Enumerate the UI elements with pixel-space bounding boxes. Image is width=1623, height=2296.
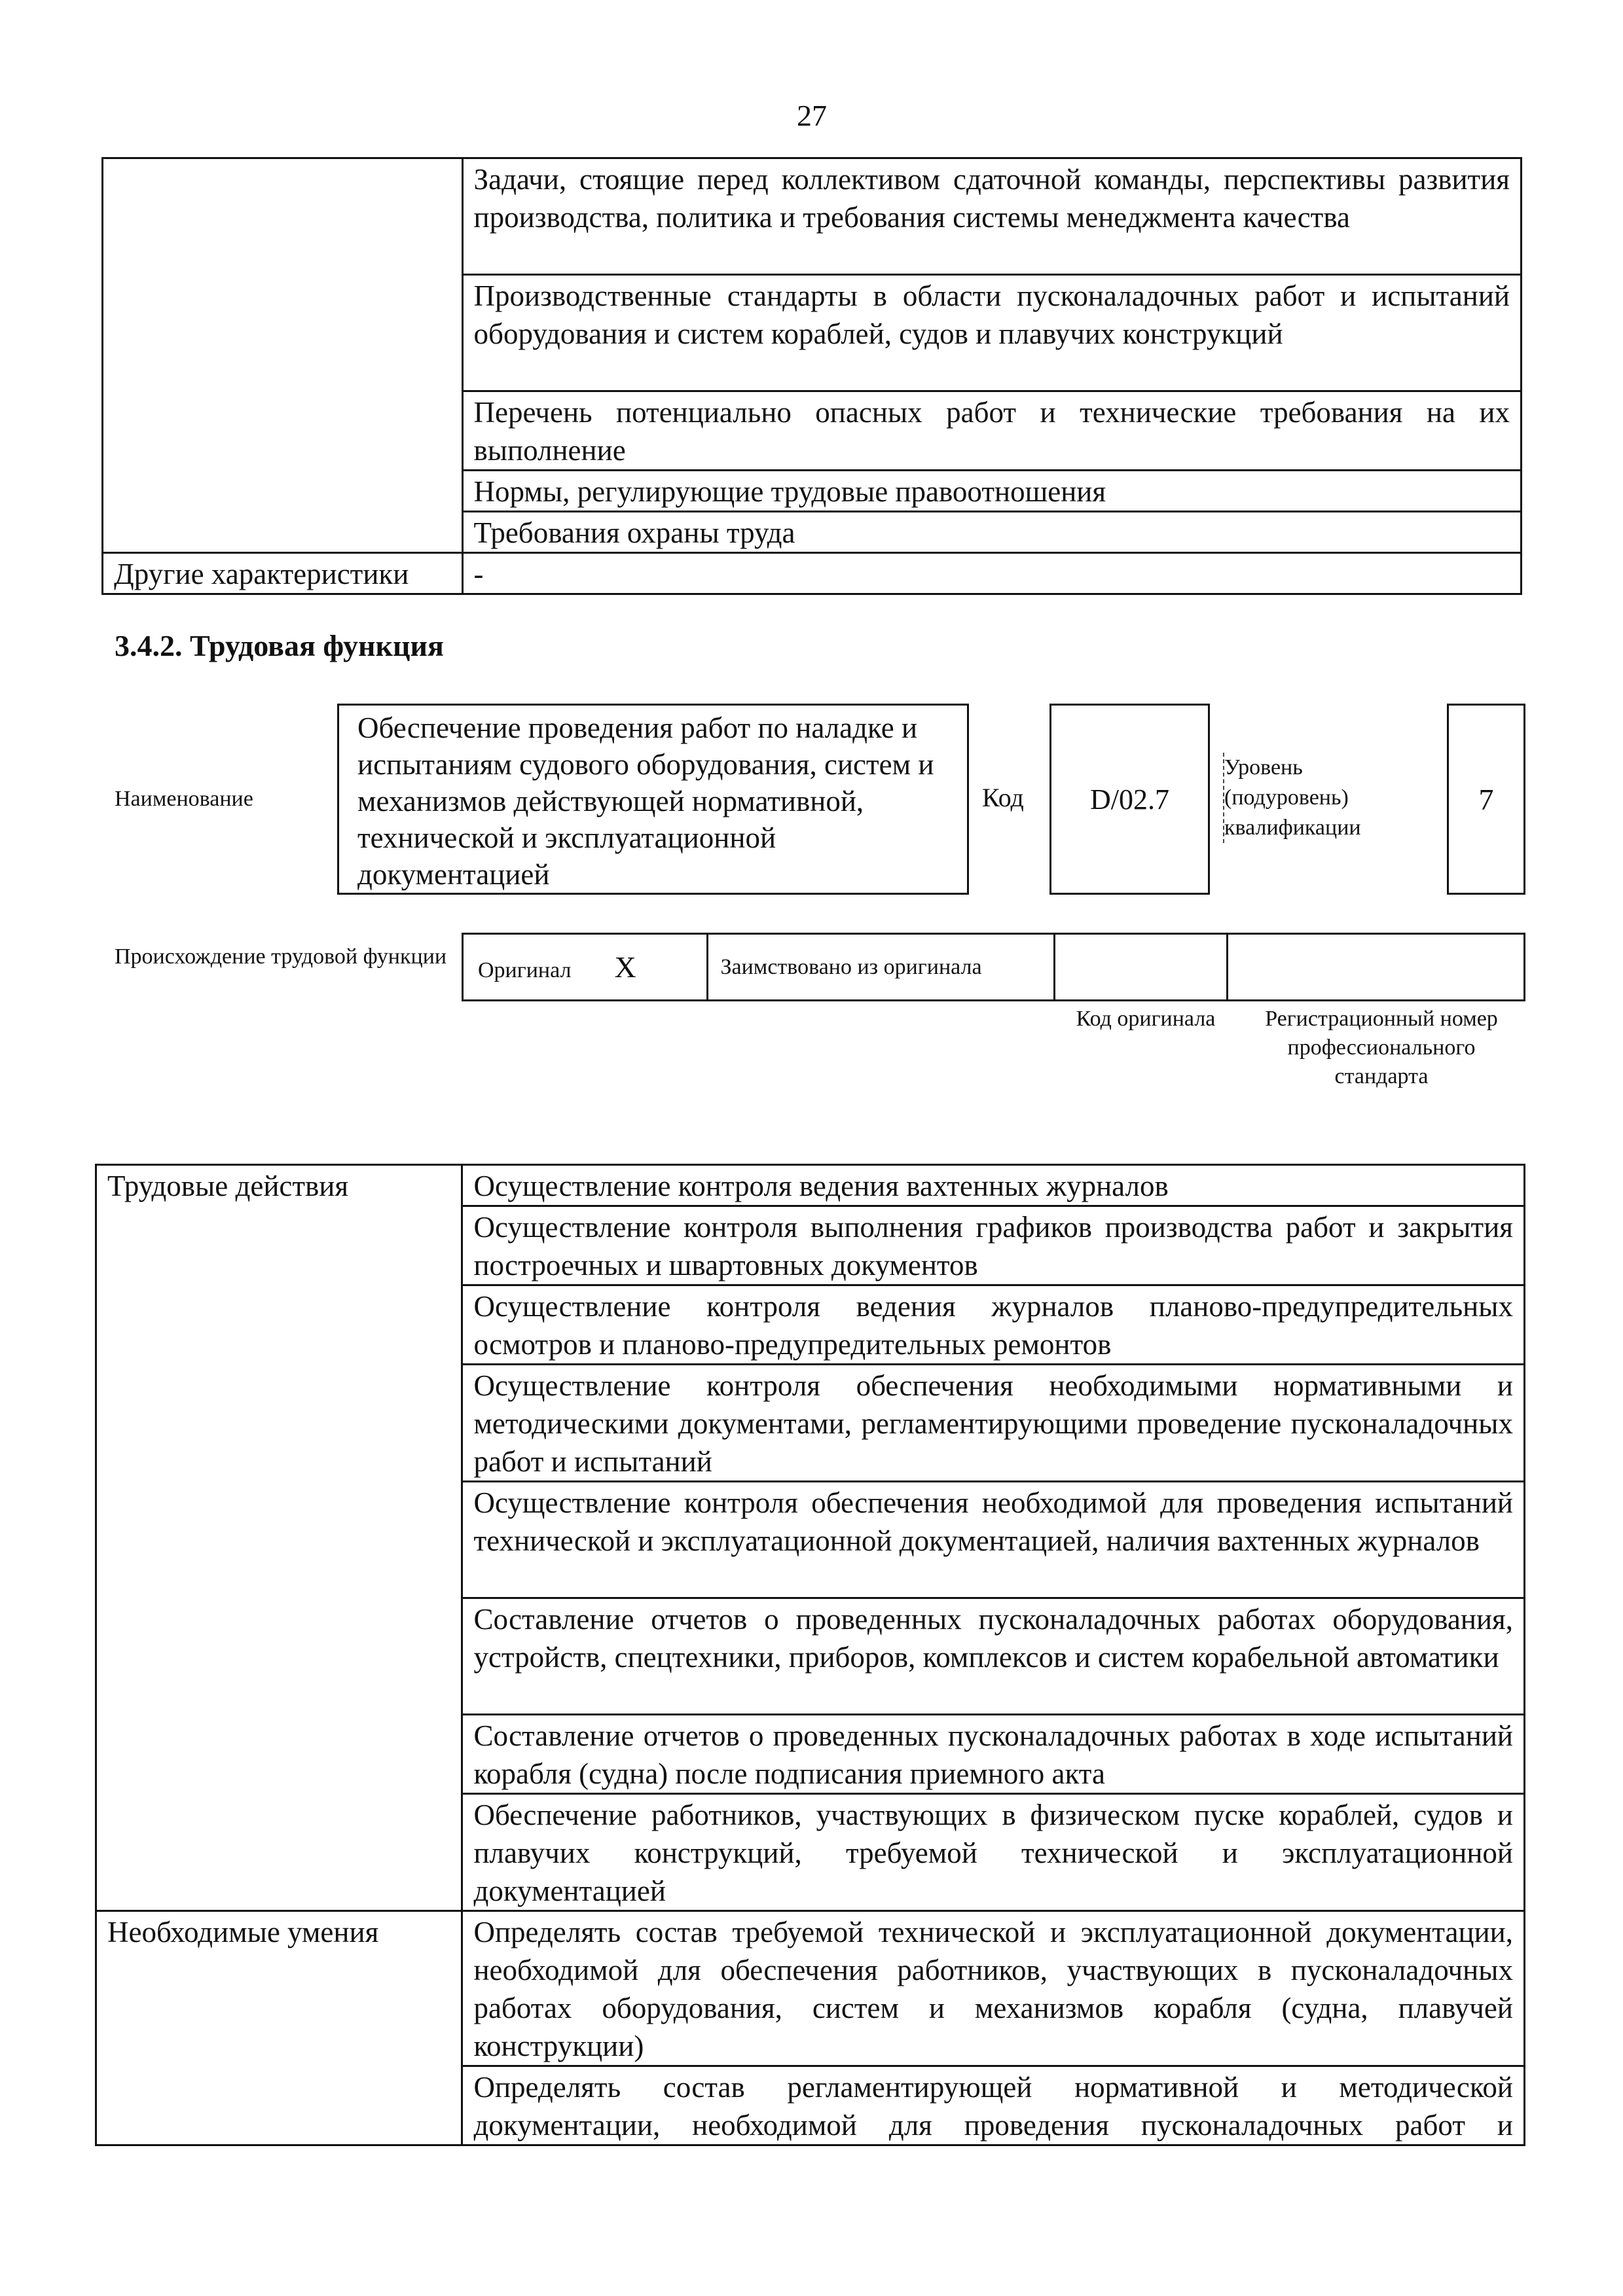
- action-row: Обеспечение работников, участвующих в физическом пуске кораблей, судов и плавучих конструкций, требуемой технической и эксплуатационной документацией: [462, 1794, 1525, 1911]
- top-table-row: Требования охраны труда: [462, 512, 1521, 553]
- code-value-box: [1049, 704, 1210, 895]
- page-number: 27: [797, 99, 827, 132]
- level-value-box: [1447, 704, 1525, 895]
- top-table: [101, 157, 1522, 595]
- section-heading: 3.4.2. Трудовая функция: [115, 629, 444, 662]
- other-characteristics-value: -: [462, 553, 1521, 594]
- top-table-row: Нормы, регулирующие трудовые правоотношения: [462, 471, 1521, 512]
- origin-original-label: Оригинал: [478, 958, 572, 982]
- name-value: Обеспечение проведения работ по наладке и испытаниям судового оборудования, систем и механизмов действующей нормативной, технической и эксплуатационной документацией: [357, 711, 934, 891]
- level-value: 7: [1478, 782, 1494, 816]
- actions-label: Трудовые действия: [96, 1165, 462, 1911]
- top-table-empty-label: [103, 158, 463, 553]
- skills-label: Необходимые умения: [96, 1911, 462, 2145]
- origin-table: [462, 933, 1525, 1001]
- top-table-row: Задачи, стоящие перед коллективом сдаточной команды, перспективы развития производства, политика и требования системы менеджмента качества: [462, 158, 1521, 275]
- action-row: Осуществление контроля ведения вахтенных журналов: [462, 1165, 1525, 1206]
- origin-code-cell: [1054, 934, 1227, 1001]
- skill-row: Определять состав требуемой технической и эксплуатационной документации, необходимой для обеспечения работников, участвующих в пусконаладочных работах оборудования, систем и механизмов корабля (судна, плавучей конструкции): [462, 1911, 1525, 2066]
- origin-borrowed-label: Заимствовано из оригинала: [708, 934, 1054, 1001]
- origin-code-caption: Код оригинала: [1076, 1007, 1216, 1031]
- name-label: Наименование: [115, 787, 253, 811]
- origin-reg-cell: [1228, 934, 1525, 1001]
- name-value-box: [337, 704, 969, 895]
- skill-row: Определять состав регламентирующей нормативной и методической документации, необходимой для проведения пусконаладочных работ и: [462, 2066, 1525, 2145]
- action-row: Осуществление контроля обеспечения необходимой для проведения испытаний технической и эксплуатационной документацией, наличия вахтенных журналов: [462, 1482, 1525, 1598]
- action-row: Составление отчетов о проведенных пусконаладочных работах в ходе испытаний корабля (судна) после подписания приемного акта: [462, 1715, 1525, 1794]
- action-row: Осуществление контроля обеспечения необходимыми нормативными и методическими документами, регламентирующими проведение пусконаладочных работ и испытаний: [462, 1365, 1525, 1482]
- level-label: Уровень (подуровень) квалификации: [1223, 753, 1421, 843]
- other-characteristics-label: Другие характеристики: [103, 553, 463, 594]
- code-value: D/02.7: [1090, 783, 1169, 816]
- main-table: [95, 1164, 1525, 2146]
- code-label: Код: [982, 783, 1024, 812]
- action-row: Составление отчетов о проведенных пусконаладочных работах оборудования, устройств, спецтехники, приборов, комплексов и систем корабельной автоматики: [462, 1598, 1525, 1715]
- origin-original-cell: [463, 934, 708, 1001]
- action-row: Осуществление контроля ведения журналов планово-предупредительных осмотров и планово-предупредительных ремонтов: [462, 1285, 1525, 1365]
- origin-label: Происхождение трудовой функции: [115, 944, 447, 969]
- top-table-row: Перечень потенциально опасных работ и технические требования на их выполнение: [462, 391, 1521, 471]
- origin-original-mark: X: [614, 950, 636, 984]
- origin-reg-caption: Регистрационный номер профессионального стандарта: [1265, 1007, 1498, 1088]
- top-table-row: Производственные стандарты в области пусконаладочных работ и испытаний оборудования и систем кораблей, судов и плавучих конструкций: [462, 275, 1521, 391]
- action-row: Осуществление контроля выполнения графиков производства работ и закрытия построечных и швартовных документов: [462, 1206, 1525, 1285]
